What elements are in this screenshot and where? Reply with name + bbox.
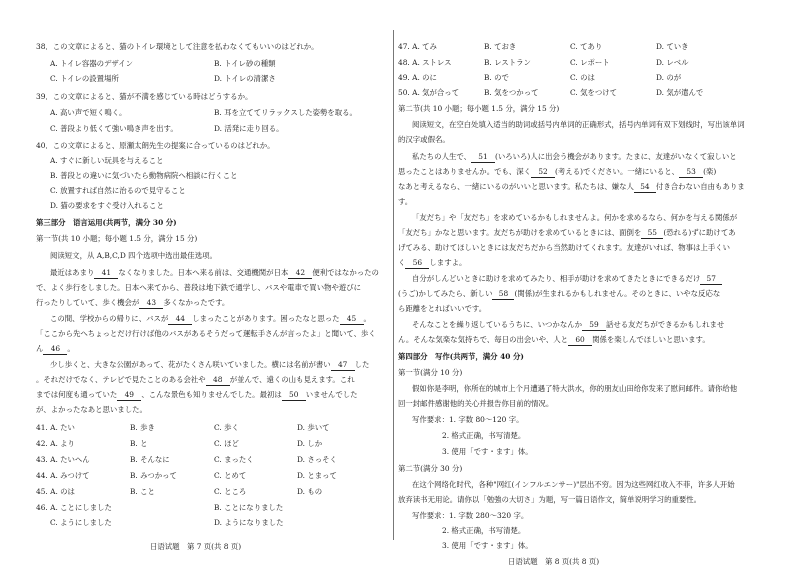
passage-line: なあと考えるなら、一緒にいるのがいいと思います。私たちは、嫌な人 54 付き合わない自由もありま (398, 182, 745, 191)
blank-51[interactable]: 51 (471, 152, 495, 163)
option-d[interactable]: D. ていき (656, 42, 689, 51)
blank-50[interactable]: 50 (282, 390, 306, 401)
passage-line: 行ったりしていて、歩く機会が 43 多くなかったです。 (36, 298, 230, 307)
section1-instructions: 阅读短文，从 A,B,C,D 四个选项中选出最佳选项。 (50, 251, 217, 260)
blank-48[interactable]: 48 (206, 375, 230, 386)
option-b[interactable]: B. そんなに (130, 455, 170, 464)
option-a[interactable]: 48. A. ストレス (398, 58, 452, 67)
passage-line: で、よく歩行をしました。日本へ来てから、普段は地下鉄で通学し、バスや電車で買い物や遊びに (36, 283, 362, 292)
q39-option-c[interactable]: C. 普段より低くて強い鳴き声を出す。 (50, 124, 178, 133)
blank-58[interactable]: 58 (492, 289, 514, 300)
q39-option-d[interactable]: D. 活発に走り回る。 (214, 124, 284, 133)
left-page (0, 0, 392, 579)
section2-title: 第二节(共 10 小题；每小题 1.5 分，满分 15 分) (398, 104, 560, 113)
blank-41[interactable]: 41 (94, 268, 118, 279)
blank-56[interactable]: 56 (405, 258, 429, 269)
option-d[interactable]: D. レベル (656, 58, 689, 67)
option-c[interactable]: C. ほど (214, 439, 239, 448)
option-d[interactable]: D. しか (297, 439, 323, 448)
q40-option-a[interactable]: A. すぐに新しい玩具を与えること (50, 156, 164, 165)
option-b[interactable]: B. みつかって (130, 471, 177, 480)
q39-stem: 39．この文章によると、猫が不満を感じている時はどうするか。 (36, 92, 253, 101)
passage-line: ん。そんな気楽な気持ちで、毎日の出会いや、人と 60 関係を楽しんでほしいと思います。 (398, 335, 710, 344)
option-d[interactable]: D. 歩いて (297, 423, 330, 432)
passage-line: 「ここから先へちょっとだけ行けば他のバスがあるそうだって運転手さんが言ったよ」と聞いて、歩く (36, 329, 376, 338)
passage-line: げてみる、助けてほしいときには友だちだから当然助けてくれます。友達がいれば、物事は上手くい (398, 243, 730, 252)
option-b[interactable]: B. ておき (484, 42, 517, 51)
blank-52[interactable]: 52 (531, 167, 555, 178)
passage-line: 私たちの人生で、 51 (いろいろ)人に出会う機会があります。たまに、友達がいなくて寂しいと (412, 152, 737, 161)
option-d[interactable]: D. 気が遣んで (656, 88, 704, 97)
blank-42[interactable]: 42 (288, 268, 312, 279)
option-b[interactable]: B. と (130, 439, 148, 448)
q38-option-a[interactable]: A. トイレ容器のデザイン (50, 59, 134, 68)
option-c[interactable]: C. とめて (214, 471, 247, 480)
option-b[interactable]: B. レストラン (484, 58, 531, 67)
writing2-requirement: 写作要求：1. 字数 280～320 字。 (412, 511, 529, 520)
passage-line: く 56 しますよ。 (398, 258, 467, 267)
blank-44[interactable]: 44 (168, 314, 192, 325)
option-c[interactable]: C. てあり (570, 42, 603, 51)
option-b[interactable]: B. 歩き (130, 423, 155, 432)
passage-line: (うご)かしてみたら、新しい 58 (関係)が生まれるかもしれません。そのときに、いやな反応な (398, 289, 721, 298)
blank-60[interactable]: 60 (568, 335, 592, 346)
option-d[interactable]: D. もの (297, 487, 323, 496)
passage-line: ん 46 。 (36, 344, 75, 353)
passage-line: ら距離をとればいいです。 (398, 304, 487, 313)
q40-option-c[interactable]: C. 放置すれば自然に治るので見守ること (50, 186, 186, 195)
blank-55[interactable]: 55 (641, 228, 663, 239)
blank-49[interactable]: 49 (117, 390, 141, 401)
section2-instructions-cont: 的汉字或假名。 (398, 135, 450, 144)
section2-instructions: 阅读短文，在空白处填入适当的助词或括号内单词的正确形式，括号内单词有双下划线时，写出该单词 (412, 120, 745, 129)
passage-line: 自分がしんどいときに助けを求めてみたり、相手が助けを求めてきたときにできるだけ 57 (412, 274, 722, 285)
q46-option-d[interactable]: D. ようになりました (214, 518, 284, 527)
q40-option-d[interactable]: D. 猫の要求をすぐ受け入れること (50, 201, 164, 210)
passage-line: そんなことを繰り返しているうちに、いつかなんか 59 話せる友だちができるかもしれませ (412, 320, 725, 329)
option-a[interactable]: 44. A. みつけて (36, 471, 90, 480)
writing1-prompt: 假如你是李明，你所在的城市上个月遭遇了特大洪水，你的朋友山田给你发来了慰问邮件。请你给他 (412, 384, 738, 393)
page-footer: 日语试题 第 7 页(共 8 页) (150, 542, 242, 551)
option-c[interactable]: C. レポート (570, 58, 610, 67)
option-a[interactable]: 49. A. のに (398, 73, 437, 82)
part4-title: 第四部分 写作(共两节，满分 40 分) (398, 352, 524, 361)
q39-option-b[interactable]: B. 耳を立ててリラックスした姿勢を取る。 (214, 108, 357, 117)
option-c[interactable]: C. のは (570, 73, 595, 82)
option-c[interactable]: C. まったく (214, 455, 254, 464)
q46-option-a[interactable]: 46. A. ことにしました (36, 503, 112, 512)
writing1-requirement: 写作要求：1. 字数 80～120 字。 (412, 415, 524, 424)
blank-57[interactable]: 57 (700, 274, 722, 285)
option-b[interactable]: B. 気をつかって (484, 88, 539, 97)
q38-option-d[interactable]: D. トイレの清潔さ (214, 74, 276, 83)
passage-line: 「友だち」や「友だち」を求めているかもしれませんよ。何かを求めるなら、何かを与える関係が (412, 213, 738, 222)
option-a[interactable]: 41. A. たい (36, 423, 75, 432)
option-a[interactable]: 50. A. 気が合って (398, 88, 460, 97)
option-d[interactable]: D. のが (656, 73, 682, 82)
passage-line: 「友だち」かなと思います。友だちが助けを求めているときには、面倒を 55 (恐れる)ずに助けてあ (398, 228, 736, 237)
writing1-requirement: 3. 使用「です・ます」体。 (442, 447, 533, 456)
section1-title: 第一节(共 10 小题；每小题 1.5 分，满分 15 分) (36, 234, 198, 243)
passage-line: す。 (398, 197, 413, 206)
writing2-prompt-cont: 放弃读书无用论。请你以「勉強の大切さ」为题，写一篇日语作文，简单说明学习的重要性。 (398, 495, 702, 504)
blank-59[interactable]: 59 (582, 320, 606, 331)
page-divider (393, 30, 394, 540)
passage-line: 思ったことはありませんか。でも、深く 52 (考える)でください。一緒にいると、 53 (楽) (398, 167, 717, 176)
q39-option-a[interactable]: A. 高い声で短く鳴く。 (50, 108, 127, 117)
passage-line: 。それだけでなく、テレビで見たことのある会社や 48 が並んで、遠くの山も見えます。これ (36, 375, 355, 384)
blank-43[interactable]: 43 (139, 298, 163, 309)
blank-46[interactable]: 46 (43, 344, 67, 355)
writing1-prompt-cont: 回一封邮件感谢他的关心并报告你目前的情况。 (398, 399, 554, 408)
option-c[interactable]: C. 気をつけて (570, 88, 618, 97)
option-b[interactable]: B. ので (484, 73, 509, 82)
q46-option-b[interactable]: B. ことになりました (214, 503, 284, 512)
q46-option-c[interactable]: C. ようにしました (50, 518, 112, 527)
right-page (398, 0, 800, 579)
passage-line: 最近はあまり 41 なくなりました。日本へ来る前は、交通機関が日本 42 便利ではなかったの (50, 268, 379, 277)
option-a[interactable]: 42. A. より (36, 439, 75, 448)
writing2-requirement: 3. 使用「です・ます」体。 (442, 541, 533, 550)
blank-45[interactable]: 45 (340, 314, 364, 325)
blank-54[interactable]: 54 (634, 182, 656, 193)
blank-53[interactable]: 53 (679, 167, 703, 178)
option-c[interactable]: C. 歩く (214, 423, 239, 432)
writing2-requirement: 2. 格式正确，书写清楚。 (442, 526, 526, 535)
q38-option-b[interactable]: B. トイレ砂の種類 (214, 59, 276, 68)
option-a[interactable]: 45. A. のは (36, 487, 75, 496)
writing2-title: 第二节(满分 30 分) (398, 464, 463, 473)
writing1-requirement: 2. 格式正确，书写清楚。 (442, 431, 526, 440)
blank-47[interactable]: 47 (331, 360, 355, 371)
option-d[interactable]: D. さっそく (297, 455, 337, 464)
q38-option-c[interactable]: C. トイレの設置場所 (50, 74, 119, 83)
q38-stem: 38．この文章によると、猫のトイレ環境として注意を払わなくてもいいのはどれか。 (36, 42, 319, 51)
q40-stem: 40．この文章によると、原瀬太朗先生の提案に合っているのはどれか。 (36, 141, 275, 150)
option-c[interactable]: C. ところ (214, 487, 247, 496)
option-b[interactable]: B. こと (130, 487, 155, 496)
page-footer: 日语试题 第 8 页(共 8 页) (508, 557, 600, 566)
passage-line: までは何度も通っていた 49 、こんな景色も知りませんでした。最初は 50 いませんでした (36, 390, 358, 399)
writing2-prompt: 在这个网络化时代，各种"网红(インフルエンサー)"层出不穷。因为这些网红收入不菲，许多人开始 (412, 480, 735, 489)
q40-option-b[interactable]: B. 普段との違いに気づいたら動物病院へ相談に行くこと (50, 171, 238, 180)
passage-line: この間、学校からの帰りに、バスが 44 しまったことがあります。困ったなと思った 45 。 (50, 314, 371, 323)
option-d[interactable]: D. とまって (297, 471, 337, 480)
passage-line: 少し歩くと、大きな公園があって、花がたくさん咲いていました。横には名前が書い 47 した (50, 360, 370, 369)
part3-title: 第三部分 语言运用(共两节，满分 30 分) (36, 218, 177, 227)
option-a[interactable]: 43. A. たいへん (36, 455, 90, 464)
passage-line: が、よかったなあと思いました。 (36, 405, 147, 414)
writing1-title: 第一节(满分 10 分) (398, 368, 463, 377)
option-a[interactable]: 47. A. てみ (398, 42, 437, 51)
